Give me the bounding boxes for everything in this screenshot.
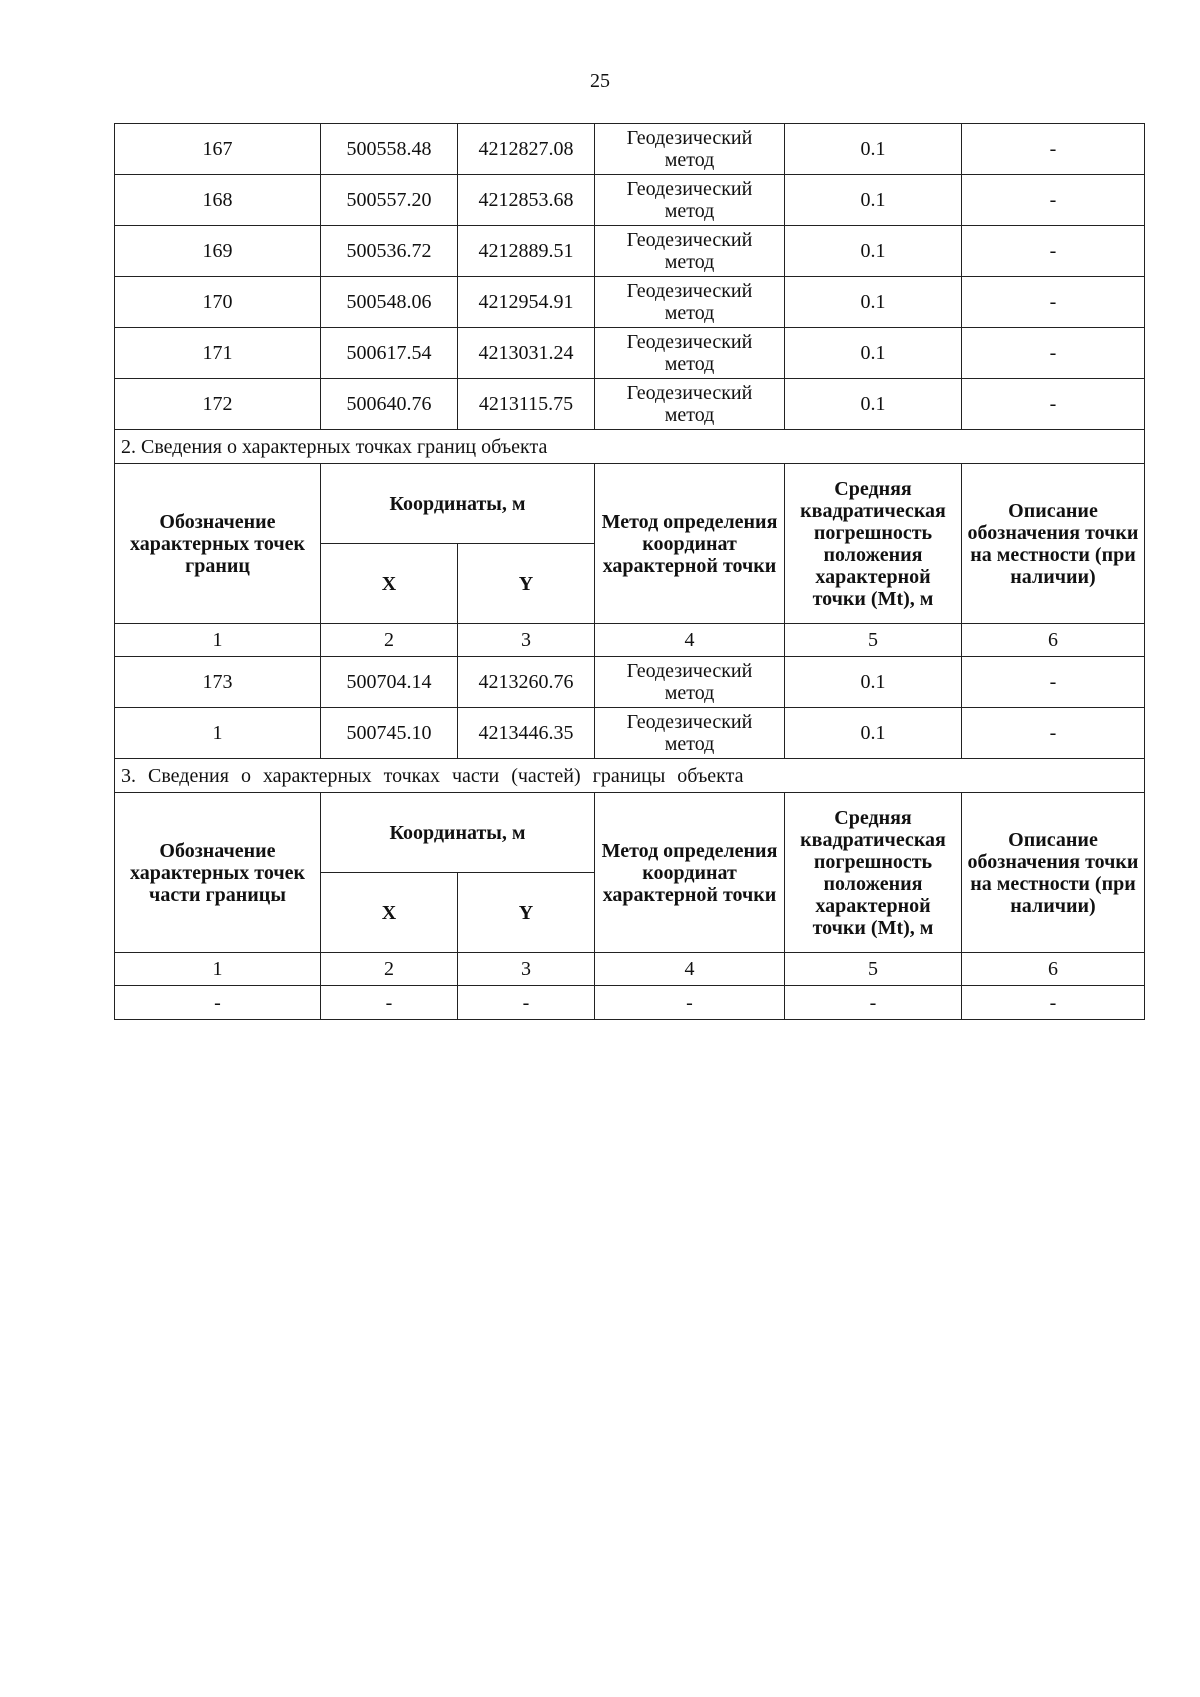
method-cell	[595, 226, 785, 277]
x-coordinate-cell: 500640.76	[321, 379, 458, 430]
header-method: Метод определения координат характерной точки	[595, 793, 785, 953]
method-cell	[595, 379, 785, 430]
y-coordinate-cell: 4212889.51	[458, 226, 595, 277]
method-line: метод	[664, 682, 715, 704]
method-line: метод	[664, 251, 715, 273]
mt-cell: 0.1	[785, 708, 962, 759]
y-coordinate-cell: 4213031.24	[458, 328, 595, 379]
x-coordinate-cell: -	[321, 986, 458, 1020]
header-description: Описание обозначения точки на местности (при наличии)	[962, 464, 1145, 624]
y-coordinate-cell: -	[458, 986, 595, 1020]
method-cell	[595, 124, 785, 175]
header-point-label: Обозначение характерных точек части границы	[115, 793, 321, 953]
method-line: Геодезический	[626, 178, 753, 200]
method-line: Геодезический	[626, 660, 753, 682]
table-row	[115, 226, 1145, 277]
description-cell: -	[962, 657, 1145, 708]
method-line: -	[686, 991, 693, 1014]
column-number: 1	[115, 624, 321, 657]
method-line: Геодезический	[626, 331, 753, 353]
table-row	[115, 328, 1145, 379]
description-cell: -	[962, 328, 1145, 379]
y-coordinate-cell: 4212954.91	[458, 277, 595, 328]
mt-cell: 0.1	[785, 226, 962, 277]
point-id-cell: 169	[115, 226, 321, 277]
column-number: 6	[962, 624, 1145, 657]
method-cell	[595, 657, 785, 708]
table-row	[115, 708, 1145, 759]
header-x: X	[321, 544, 458, 624]
table-row	[115, 277, 1145, 328]
header-y: Y	[458, 544, 595, 624]
description-cell: -	[962, 708, 1145, 759]
page-number: 25	[590, 70, 610, 92]
column-number: 3	[458, 953, 595, 986]
y-coordinate-cell: 4212853.68	[458, 175, 595, 226]
mt-cell: 0.1	[785, 124, 962, 175]
mt-cell: -	[785, 986, 962, 1020]
x-coordinate-cell: 500548.06	[321, 277, 458, 328]
description-cell: -	[962, 175, 1145, 226]
mt-cell: 0.1	[785, 657, 962, 708]
point-id-cell: 170	[115, 277, 321, 328]
header-coordinates: Координаты, м	[321, 793, 595, 873]
method-line: метод	[664, 733, 715, 755]
method-cell	[595, 986, 785, 1020]
y-coordinate-cell: 4213260.76	[458, 657, 595, 708]
section2	[115, 430, 1145, 657]
column-number: 5	[785, 624, 962, 657]
header-coordinates: Координаты, м	[321, 464, 595, 544]
header-description: Описание обозначения точки на местности (при наличии)	[962, 793, 1145, 953]
column-number: 3	[458, 624, 595, 657]
mt-cell: 0.1	[785, 379, 962, 430]
x-coordinate-cell: 500704.14	[321, 657, 458, 708]
point-id-cell: 168	[115, 175, 321, 226]
header-mt: Средняя квадратическая погрешность положения характерной точки (Mt), м	[785, 793, 962, 953]
description-cell: -	[962, 226, 1145, 277]
mt-cell: 0.1	[785, 175, 962, 226]
column-number: 4	[595, 953, 785, 986]
x-coordinate-cell: 500617.54	[321, 328, 458, 379]
top-rows	[115, 124, 1145, 430]
method-line: Геодезический	[626, 127, 753, 149]
x-coordinate-cell: 500557.20	[321, 175, 458, 226]
coordinates-table	[114, 123, 1145, 1020]
table-row	[115, 657, 1145, 708]
column-number: 1	[115, 953, 321, 986]
method-line: метод	[664, 404, 715, 426]
column-number: 2	[321, 624, 458, 657]
mt-cell: 0.1	[785, 277, 962, 328]
x-coordinate-cell: 500536.72	[321, 226, 458, 277]
point-id-cell: 173	[115, 657, 321, 708]
method-line: Геодезический	[626, 229, 753, 251]
method-cell	[595, 708, 785, 759]
header-x: X	[321, 873, 458, 953]
point-id-cell: 171	[115, 328, 321, 379]
table-row	[115, 379, 1145, 430]
method-line: метод	[664, 200, 715, 222]
header-point-label: Обозначение характерных точек границ	[115, 464, 321, 624]
column-number: 4	[595, 624, 785, 657]
description-cell: -	[962, 277, 1145, 328]
column-numbers-row	[115, 624, 1145, 657]
mt-cell: 0.1	[785, 328, 962, 379]
method-line: метод	[664, 302, 715, 324]
method-cell	[595, 175, 785, 226]
point-id-cell: 1	[115, 708, 321, 759]
method-line: метод	[664, 353, 715, 375]
point-id-cell: 172	[115, 379, 321, 430]
section3-title: 3. Сведения о характерных точках части (частей) границы объекта	[115, 759, 1145, 793]
column-numbers-row	[115, 953, 1145, 986]
section3-rows	[115, 986, 1145, 1020]
section2-rows	[115, 657, 1145, 759]
header-method: Метод определения координат характерной точки	[595, 464, 785, 624]
method-cell	[595, 328, 785, 379]
y-coordinate-cell: 4213115.75	[458, 379, 595, 430]
point-id-cell: -	[115, 986, 321, 1020]
column-number: 6	[962, 953, 1145, 986]
method-line: Геодезический	[626, 711, 753, 733]
x-coordinate-cell: 500745.10	[321, 708, 458, 759]
point-id-cell: 167	[115, 124, 321, 175]
column-number: 2	[321, 953, 458, 986]
table-row	[115, 986, 1145, 1020]
y-coordinate-cell: 4212827.08	[458, 124, 595, 175]
header-y: Y	[458, 873, 595, 953]
description-cell: -	[962, 986, 1145, 1020]
y-coordinate-cell: 4213446.35	[458, 708, 595, 759]
table-row	[115, 175, 1145, 226]
column-number: 5	[785, 953, 962, 986]
description-cell: -	[962, 379, 1145, 430]
section2-title: 2. Сведения о характерных точках границ объекта	[115, 430, 1145, 464]
method-line: Геодезический	[626, 280, 753, 302]
x-coordinate-cell: 500558.48	[321, 124, 458, 175]
table-row	[115, 124, 1145, 175]
method-line: Геодезический	[626, 382, 753, 404]
method-cell	[595, 277, 785, 328]
section3	[115, 759, 1145, 986]
header-mt: Средняя квадратическая погрешность положения характерной точки (Mt), м	[785, 464, 962, 624]
method-line: метод	[664, 149, 715, 171]
description-cell: -	[962, 124, 1145, 175]
